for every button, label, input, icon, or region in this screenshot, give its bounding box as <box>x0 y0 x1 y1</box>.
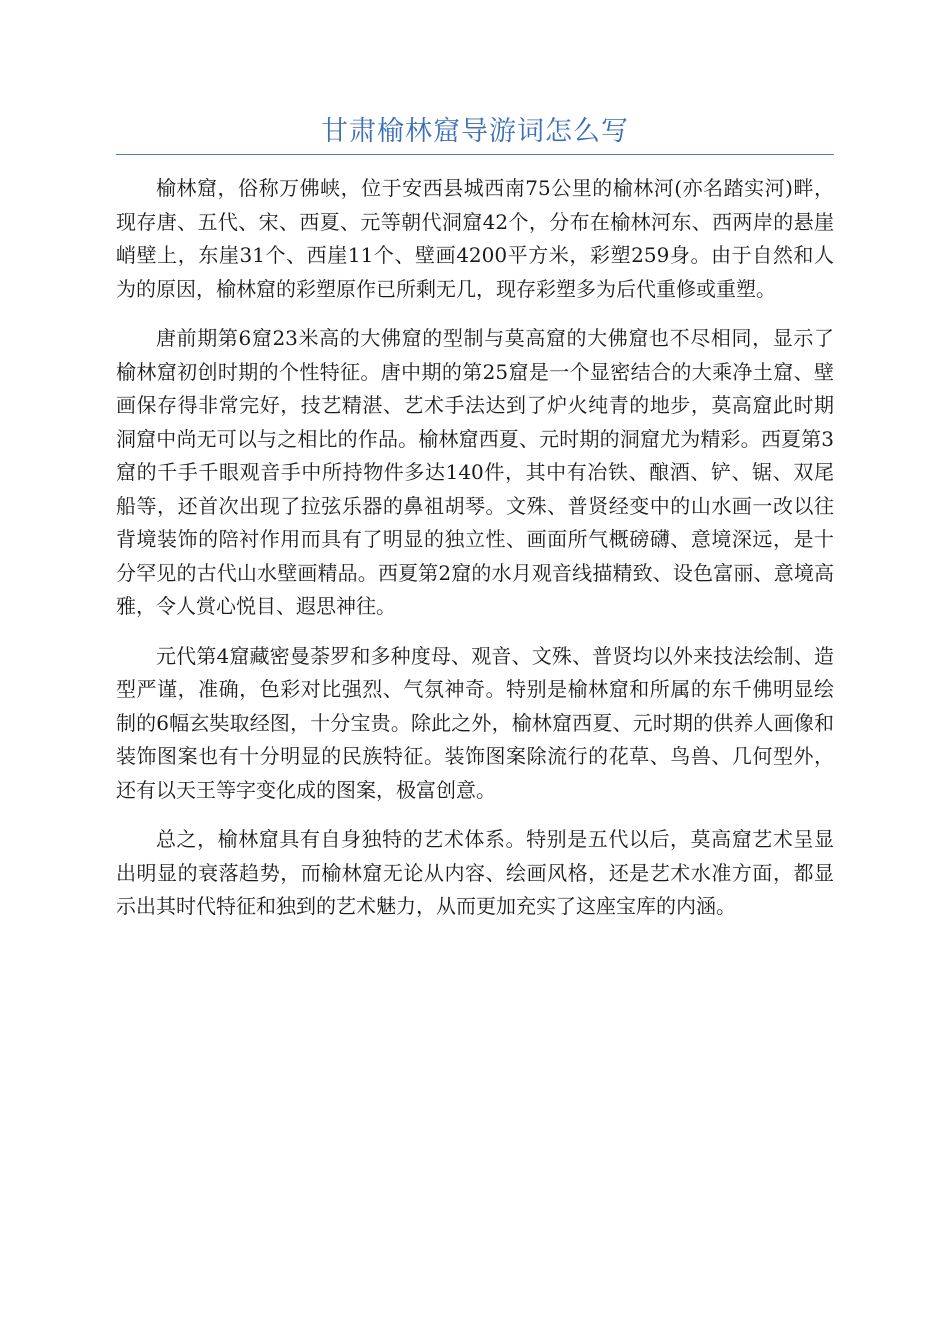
document-body <box>116 172 834 940</box>
document-title: 甘肃榆林窟导游词怎么写 <box>321 116 629 147</box>
paragraph-1: 榆林窟，俗称万佛峡，位于安西县城西南75公里的榆林河(亦名踏实河)畔，现存唐、五代、宋、西夏、元等朝代洞窟42个，分布在榆林河东、西两岸的悬崖峭壁上，东崖31个、西崖11个、壁画4200平方米，彩塑259身。由于自然和人为的原因，榆林窟的彩塑原作已所剩无几，现存彩塑多为后代重修或重塑。 <box>116 176 834 301</box>
paragraph-4: 总之，榆林窟具有自身独特的艺术体系。特别是五代以后，莫高窟艺术呈显出明显的衰落趋势，而榆林窟无论从内容、绘画风格，还是艺术水准方面，都显示出其时代特征和独到的艺术魅力，从而更加充实了这座宝库的内涵。 <box>116 827 834 918</box>
paragraph-3: 元代第4窟藏密曼荼罗和多种度母、观音、文殊、普贤均以外来技法绘制、造型严谨，准确，色彩对比强烈、气氛神奇。特别是榆林窟和所属的东千佛明显绘制的6幅玄奘取经图，十分宝贵。除此之外，榆林窟西夏、元时期的供养人画像和装饰图案也有十分明显的民族特征。装饰图案除流行的花草、鸟兽、几何型外，还有以天王等字变化成的图案，极富创意。 <box>116 643 834 802</box>
title-underline <box>116 154 834 155</box>
paragraph-2: 唐前期第6窟23米高的大佛窟的型制与莫高窟的大佛窟也不尽相同，显示了榆林窟初创时期的个性特征。唐中期的第25窟是一个显密结合的大乘净土窟、壁画保存得非常完好，技艺精湛、艺术手法达到了炉火纯青的地步，莫高窟此时期洞窟中尚无可以与之相比的作品。榆林窟西夏、元时期的洞窟尤为精彩。西夏第3窟的千手千眼观音手中所持物件多达140件，其中有冶铁、酿酒、铲、锯、双尾船等，还首次出现了拉弦乐器的鼻祖胡琴。文殊、普贤经变中的山水画一改以往背境装饰的陪衬作用而具有了明显的独立性、画面所气概磅礴、意境深远，是十分罕见的古代山水壁画精品。西夏第2窟的水月观音线描精致、设色富丽、意境高雅，令人赏心悦目、遐思神往。 <box>116 326 834 618</box>
